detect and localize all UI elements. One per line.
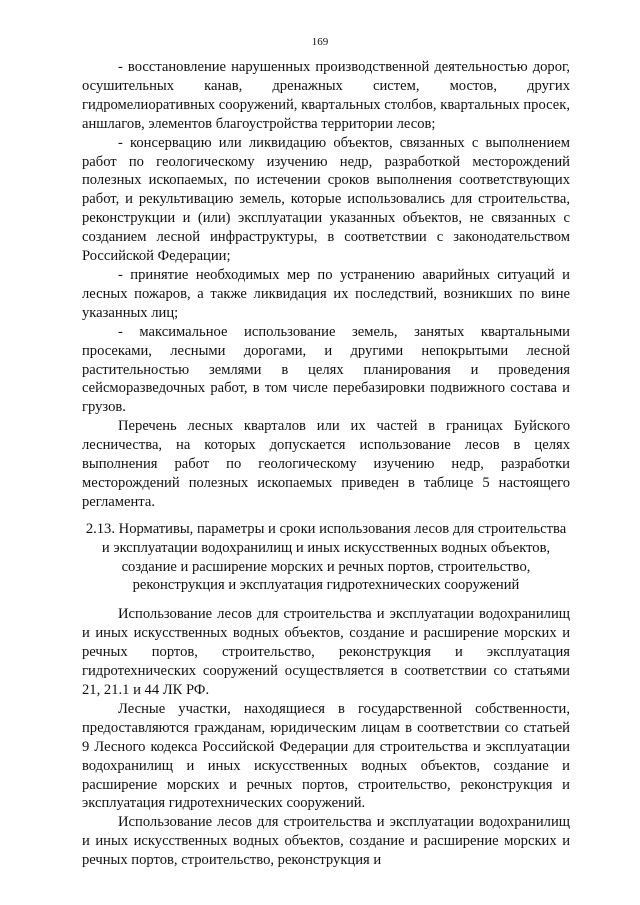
page-number: 169 (311, 36, 329, 48)
paragraph-quarter-list: Перечень лесных кварталов или их частей в границах Буйского лесничества, на которых допускается использование лесов в целях выполнения работ по геологическому изучению недр, разработки месторождений полезных ископаемых приведен в таблице 5 настоящего регламента. (82, 418, 570, 510)
paragraph-restoration: - восстановление нарушенных производственной деятельностью дорог, осушительных канав, дренажных систем, мостов, других гидромелиоративных сооружений, квартальных столбов, квартальных просек, аншлагов, элементов благоустройства территории лесов; (82, 59, 570, 132)
paragraph-emergency-measures: - принятие необходимых мер по устранению аварийных ситуаций и лесных пожаров, а также ликвидация их последствий, возникших по вине указанных лиц; (82, 266, 570, 321)
paragraph-forest-use-continued: Использование лесов для строительства и эксплуатации водохранилищ и иных искусственных водных объектов, создание и расширение морских и речных портов, строительство, реконструкция и (82, 814, 570, 869)
paragraph-land-use: - максимальное использование земель, занятых квартальными просеками, лесными дорогами, и другими непокрытыми лесной растительностью землями в целях планирования и проведения сейсморазведочных работ, в том числе перебазировки подвижного состава и грузов. (82, 323, 570, 416)
paragraph-conservation: - консервацию или ликвидацию объектов, связанных с выполнением работ по геологическому изучению недр, разработкой месторождений полезных ископаемых, по истечении сроков выполнения соответствующих работ, и рекультивацию земель, которые использовались для строительства, реконструкции и (или) эксплуатации указанных объектов, не связанных с созданием лесной инфраструктуры, в соответствии с законодательством Российской Федерации; (82, 134, 570, 265)
paragraph-forest-use: Использование лесов для строительства и эксплуатации водохранилищ и иных искусственных водных объектов, создание и расширение морских и речных портов, строительство, реконструкция и эксплуатация гидротехнических сооружений осуществляется в соответствии со статьями 21, 21.1 и 44 ЛК РФ. (82, 606, 570, 698)
document-body (82, 58, 570, 870)
paragraph-land-plots: Лесные участки, находящиеся в государственной собственности, предоставляются гражданам, юридическим лицам в соответствии со статьей 9 Лесного кодекса Российской Федерации для строительства и эксплуатации водохранилищ и иных искусственных водных объектов, создание и расширение морских и речных портов, строительство, реконструкция и эксплуатация гидротехнических сооружений. (82, 700, 570, 812)
section-heading: 2.13. Нормативы, параметры и сроки использования лесов для строительства и эксплуатации водохранилищ и иных искусственных водных объектов, создание и расширение морских и речных портов, строительство, реконструкция и эксплуатация гидротехнических сооружений (85, 520, 567, 594)
